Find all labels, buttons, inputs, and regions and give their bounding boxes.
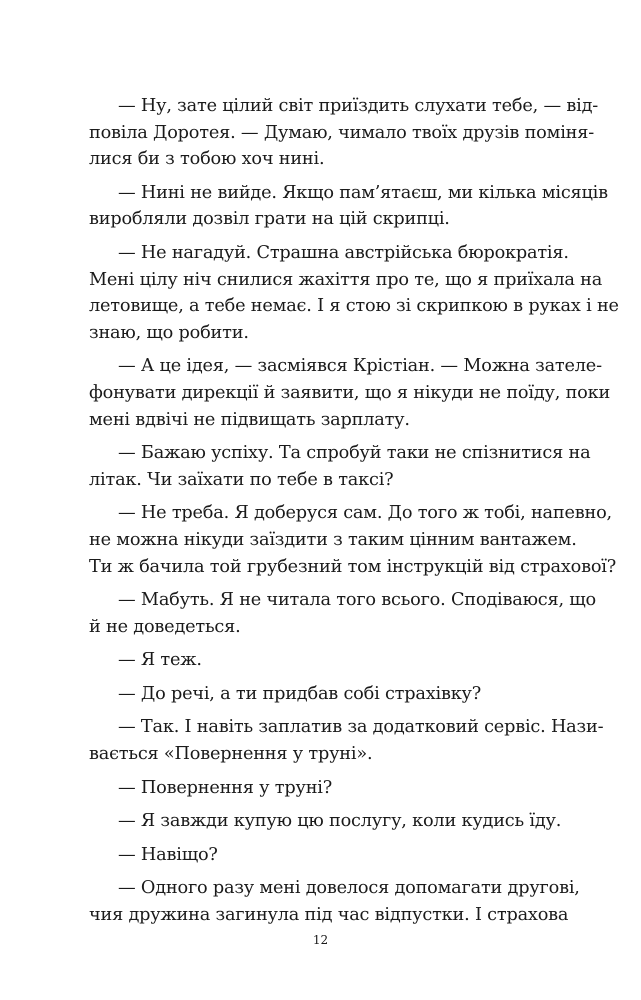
- paragraph: [89, 440, 591, 493]
- text-line: — Не треба. Я доберуся сам. До того ж тобі, напевно,: [118, 503, 612, 524]
- paragraph: [89, 180, 608, 233]
- text-line: знаю, що робити.: [89, 322, 249, 343]
- paragraph: [89, 842, 567, 869]
- text-line: чия дружина загинула під час відпустки. І страхова: [89, 905, 569, 926]
- paragraph: [89, 875, 580, 928]
- text-line: — Так. І навіть заплатив за додатковий сервіс. Нази-: [118, 717, 604, 738]
- paragraph: [89, 93, 599, 173]
- text-line: не можна нікуди заїздити з таким цінним вантажем.: [89, 529, 577, 550]
- paragraph: [89, 240, 619, 346]
- text-line: повіла Доротея. — Думаю, чимало твоїх друзів поміня-: [89, 122, 594, 143]
- paragraph: [89, 500, 617, 580]
- text-line: — Бажаю успіху. Та спробуй таки не спізнитися на: [118, 443, 591, 464]
- paragraph: [89, 808, 567, 835]
- text-line: — Я теж.: [118, 650, 202, 671]
- text-line: — Мабуть. Я не читала того всього. Сподіваюся, що: [118, 590, 596, 611]
- paragraph: [89, 714, 604, 767]
- text-line: — Повернення у труні?: [118, 777, 333, 798]
- text-line: вається «Повернення у труні».: [89, 744, 373, 765]
- text-line: — Не нагадуй. Страшна австрійська бюрократія.: [118, 242, 569, 263]
- text-line: мені вдвічі не підвищать зарплату.: [89, 409, 410, 430]
- paragraph: [89, 775, 567, 802]
- page-number: 12: [312, 933, 329, 947]
- text-line: й не доведеться.: [89, 616, 241, 637]
- text-line: лися би з тобою хоч нині.: [89, 149, 325, 170]
- paragraph: [89, 681, 567, 708]
- paragraph: [89, 587, 596, 640]
- paragraph: [89, 647, 567, 674]
- text-line: Мені цілу ніч снилися жахіття про те, що я приїхала на: [89, 269, 603, 290]
- text-line: — А це ідея, — засміявся Крістіан. — Можна зателе-: [118, 356, 602, 377]
- text-line: — Одного разу мені довелося допомагати другові,: [118, 878, 580, 899]
- text-line: Ти ж бачила той грубезний том інструкцій від страхової?: [89, 556, 617, 577]
- text-line: — Нині не вийде. Якщо пам’ятаєш, ми кілька місяців: [118, 182, 608, 203]
- text-line: — Я завжди купую цю послугу, коли кудись їду.: [118, 811, 562, 832]
- text-line: летовище, а тебе немає. І я стою зі скрипкою в руках і не: [89, 296, 619, 317]
- text-line: — Навіщо?: [118, 844, 218, 865]
- text-line: літак. Чи заїхати по тебе в таксі?: [89, 469, 394, 490]
- text-line: виробляли дозвіл грати на цій скрипці.: [89, 209, 450, 230]
- text-line: фонувати дирекції й заявити, що я нікуди не поїду, поки: [89, 382, 611, 403]
- text-line: — Ну, зате цілий світ приїздить слухати тебе, — від-: [118, 96, 599, 116]
- text-line: — До речі, а ти придбав собі страхівку?: [118, 683, 482, 704]
- paragraph: [89, 353, 611, 433]
- page-text: [89, 93, 619, 929]
